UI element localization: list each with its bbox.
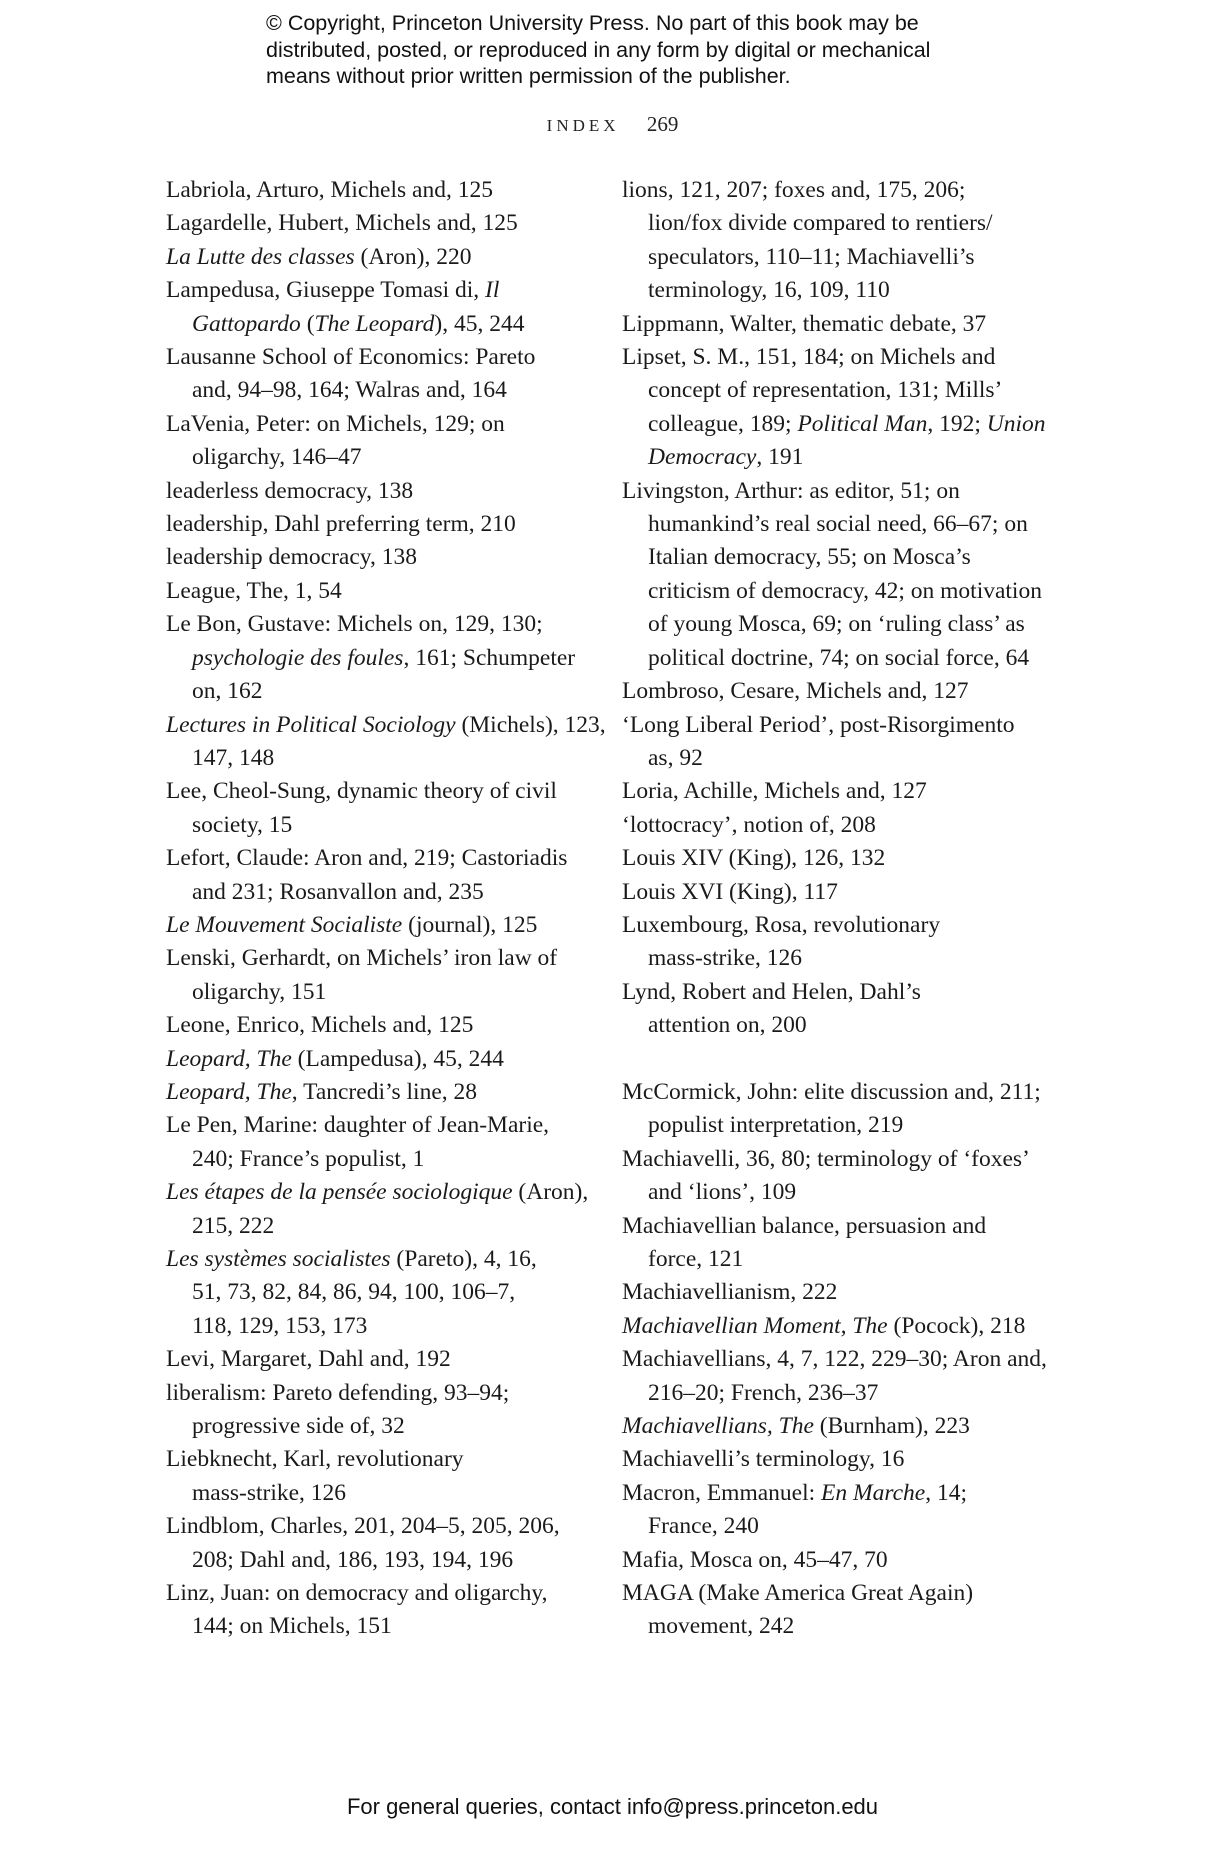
index-entry-line: concept of representation, 131; Mills’ xyxy=(648,377,1003,404)
index-column-left xyxy=(166,174,606,1644)
index-entry-line: Machiavellians, The (Burnham), 223 xyxy=(622,1413,970,1440)
index-entry-line: Lenski, Gerhardt, on Michels’ iron law of xyxy=(166,945,558,972)
index-entry-line: 144; on Michels, 151 xyxy=(192,1613,392,1640)
index-entry-line: Le Mouvement Socialiste (journal), 125 xyxy=(166,911,538,938)
index-entry xyxy=(166,508,586,541)
index-entry xyxy=(166,1577,586,1644)
index-entry-line: Lee, Cheol-Sung, dynamic theory of civil xyxy=(166,778,557,805)
index-entry xyxy=(622,308,1062,341)
index-entry-line: terminology, 16, 109, 110 xyxy=(648,277,890,304)
index-entry-line: ‘Long Liberal Period’, post-Risorgimento xyxy=(622,711,1015,738)
index-entry xyxy=(166,709,606,776)
index-entry-line: liberalism: Pareto defending, 93–94; xyxy=(166,1379,510,1406)
copyright-notice xyxy=(266,10,1026,90)
index-entry xyxy=(622,976,1062,1043)
index-entry-line: 240; France’s populist, 1 xyxy=(192,1145,425,1172)
index-entry xyxy=(166,408,586,475)
index-entry xyxy=(166,942,586,1009)
index-entry xyxy=(166,1009,586,1042)
index-entry-line: leaderless democracy, 138 xyxy=(166,477,414,504)
index-entry-line: Lippmann, Walter, thematic debate, 37 xyxy=(622,310,987,337)
index-entry xyxy=(622,341,1062,475)
index-entry xyxy=(622,174,1062,308)
index-entry-line: society, 15 xyxy=(192,811,293,838)
index-entry xyxy=(622,675,1062,708)
page-number: 269 xyxy=(646,112,679,136)
index-entry-line: populist interpretation, 219 xyxy=(648,1112,904,1139)
index-entry-line: Machiavellians, 4, 7, 122, 229–30; Aron and, xyxy=(622,1346,1047,1373)
index-entry-line: McCormick, John: elite discussion and, 211; xyxy=(622,1078,1041,1105)
index-entry xyxy=(166,475,586,508)
index-entry-line: La Lutte des classes (Aron), 220 xyxy=(166,243,472,270)
index-entry-line: colleague, 189; Political Man, 192; Union xyxy=(648,410,1046,437)
index-entry-line: Labriola, Arturo, Michels and, 125 xyxy=(166,177,493,203)
index-entry xyxy=(622,1210,1062,1277)
index-entry-line: Lipset, S. M., 151, 184; on Michels and xyxy=(622,344,996,371)
index-entry-line: MAGA (Make America Great Again) xyxy=(622,1580,974,1607)
index-entry-line: 215, 222 xyxy=(192,1212,275,1239)
index-entry-line: as, 92 xyxy=(648,744,703,771)
index-entry-line: France, 240 xyxy=(648,1513,759,1540)
index-entry-line: Machiavelli, 36, 80; terminology of ‘foxes’ xyxy=(622,1145,1030,1172)
index-entry xyxy=(166,1443,586,1510)
index-entry xyxy=(622,1276,1062,1309)
index-entry xyxy=(622,809,1062,842)
index-entry-line: Lampedusa, Giuseppe Tomasi di, Il xyxy=(166,277,500,304)
index-entry-line: 208; Dahl and, 186, 193, 194, 196 xyxy=(192,1546,514,1573)
index-entry-line: humankind’s real social need, 66–67; on xyxy=(648,511,1028,538)
index-entry xyxy=(166,174,586,207)
index-entry-line: Lefort, Claude: Aron and, 219; Castoriadis xyxy=(166,845,568,872)
index-entry xyxy=(166,341,586,408)
index-entry-line: Gattopardo (The Leopard), 45, 244 xyxy=(192,310,525,337)
index-entry xyxy=(622,475,1062,675)
index-entry-line: mass-strike, 126 xyxy=(192,1479,347,1506)
index-entry xyxy=(622,1310,1062,1343)
index-entry-line: Lindblom, Charles, 201, 204–5, 205, 206, xyxy=(166,1513,560,1540)
index-entry xyxy=(622,1577,1062,1644)
running-head xyxy=(0,112,1225,137)
index-entry-line: Machiavellian balance, persuasion and xyxy=(622,1212,987,1239)
index-entry-line: progressive side of, 32 xyxy=(192,1413,405,1440)
index-entry xyxy=(166,608,586,708)
copyright-line: distributed, posted, or reproduced in any form by digital or mechanical xyxy=(266,37,931,62)
index-entry-line: leadership, Dahl preferring term, 210 xyxy=(166,511,516,538)
index-entry-line: Democracy, 191 xyxy=(648,444,804,471)
index-entry xyxy=(622,876,1062,909)
index-entry-line: Lausanne School of Economics: Pareto xyxy=(166,344,536,371)
index-entry-line: Louis XIV (King), 126, 132 xyxy=(622,845,886,872)
index-entry-line: Les étapes de la pensée sociologique (Aron), xyxy=(166,1179,589,1206)
index-entry-line: Linz, Juan: on democracy and oligarchy, xyxy=(166,1580,548,1607)
index-entry-line: lion/fox divide compared to rentiers/ xyxy=(648,210,993,237)
index-entry xyxy=(622,842,1062,875)
index-entry-line: and, 94–98, 164; Walras and, 164 xyxy=(192,377,507,404)
index-entry xyxy=(622,1076,1062,1143)
index-entry-line: Leopard, The (Lampedusa), 45, 244 xyxy=(166,1045,504,1072)
index-entry xyxy=(622,1410,1062,1443)
index-entry xyxy=(622,709,1062,776)
index-entry-line: Leopard, The, Tancredi’s line, 28 xyxy=(166,1078,478,1105)
index-entry xyxy=(166,541,586,574)
index-entry-line: Lombroso, Cesare, Michels and, 127 xyxy=(622,678,969,705)
index-entry-line: 147, 148 xyxy=(192,744,275,771)
index-entry xyxy=(166,775,586,842)
index-entry xyxy=(622,1143,1062,1210)
index-entry-line: Loria, Achille, Michels and, 127 xyxy=(622,778,927,805)
index-entry-line: Les systèmes socialistes (Pareto), 4, 16, xyxy=(166,1246,537,1272)
index-entry xyxy=(166,1043,586,1076)
index-entry xyxy=(166,575,586,608)
index-entry-line: Le Pen, Marine: daughter of Jean-Marie, xyxy=(166,1112,550,1139)
index-entry-line: Lynd, Robert and Helen, Dahl’s xyxy=(622,978,921,1005)
footer-contact: For general queries, contact info@press.princeton.edu xyxy=(346,1794,879,1819)
copyright-line: © Copyright, Princeton University Press. No part of this book may be xyxy=(266,11,919,35)
running-head-label: INDEX xyxy=(546,116,620,135)
index-entry-line: and ‘lions’, 109 xyxy=(648,1179,797,1206)
index-column-right xyxy=(622,174,1062,1644)
index-entry xyxy=(166,1243,586,1343)
index-entry-line: force, 121 xyxy=(648,1245,744,1272)
index-entry xyxy=(166,241,586,274)
index-entry-line: Macron, Emmanuel: En Marche, 14; xyxy=(622,1479,968,1506)
index-entry-line: ‘lottocracy’, notion of, 208 xyxy=(622,811,876,838)
index-entry-line: Livingston, Arthur: as editor, 51; on xyxy=(622,477,960,504)
index-entry-line: on, 162 xyxy=(192,678,263,705)
index-entry-line: speculators, 110–11; Machiavelli’s xyxy=(648,243,975,270)
index-entry xyxy=(166,207,586,240)
index-entry-line: political doctrine, 74; on social force, 64 xyxy=(648,644,1030,671)
index-entry xyxy=(622,909,1062,976)
index-entry-line: 216–20; French, 236–37 xyxy=(648,1379,879,1406)
index-entry xyxy=(166,909,586,942)
index-entry xyxy=(166,1377,586,1444)
index-entry xyxy=(622,1477,1062,1544)
index-entry xyxy=(166,1076,586,1109)
index-entry-line: LaVenia, Peter: on Michels, 129; on xyxy=(166,410,505,437)
index-entry-line: oligarchy, 151 xyxy=(192,978,327,1005)
index-entry xyxy=(622,1544,1062,1577)
index-entry-line: Luxembourg, Rosa, revolutionary xyxy=(622,911,941,938)
index-entry-line: Louis XVI (King), 117 xyxy=(622,878,838,905)
index-entry xyxy=(166,1343,586,1376)
index-entry xyxy=(166,842,586,909)
index-entry-line: mass-strike, 126 xyxy=(648,945,803,972)
index-entry xyxy=(166,1109,586,1176)
index-entry-line: 118, 129, 153, 173 xyxy=(192,1312,368,1339)
index-entry-line: Italian democracy, 55; on Mosca’s xyxy=(648,544,971,571)
index-entry-line: psychologie des foules, 161; Schumpeter xyxy=(192,644,576,671)
index-entry xyxy=(622,775,1062,808)
index-entry-line: criticism of democracy, 42; on motivation xyxy=(648,577,1042,604)
index-entry xyxy=(166,1510,586,1577)
index-entry-line: Leone, Enrico, Michels and, 125 xyxy=(166,1012,474,1039)
index-entry-line: lions, 121, 207; foxes and, 175, 206; xyxy=(622,177,966,203)
index-entry-line: Le Bon, Gustave: Michels on, 129, 130; xyxy=(166,611,543,638)
index-entry-line: 51, 73, 82, 84, 86, 94, 100, 106–7, xyxy=(192,1279,516,1306)
index-entry xyxy=(166,1176,589,1243)
index-entry-line: Mafia, Mosca on, 45–47, 70 xyxy=(622,1546,888,1573)
index-entry-line: movement, 242 xyxy=(648,1613,795,1640)
index-entry-line: of young Mosca, 69; on ‘ruling class’ as xyxy=(648,611,1025,638)
index-entry-line: Liebknecht, Karl, revolutionary xyxy=(166,1446,464,1473)
index-entry-line: oligarchy, 146–47 xyxy=(192,444,362,471)
index-entry-line: attention on, 200 xyxy=(648,1012,807,1039)
index-entry-line: Levi, Margaret, Dahl and, 192 xyxy=(166,1346,451,1373)
index-entry-line: Lagardelle, Hubert, Michels and, 125 xyxy=(166,210,518,237)
index-entry xyxy=(166,274,586,341)
index-entry-line: Machiavellian Moment, The (Pocock), 218 xyxy=(622,1312,1026,1339)
index-entry-line: League, The, 1, 54 xyxy=(166,577,342,604)
index-entry-line: and 231; Rosanvallon and, 235 xyxy=(192,878,484,905)
index-entry-line: Lectures in Political Sociology (Michels), 123, xyxy=(166,711,606,738)
index-entry xyxy=(622,1443,1062,1476)
index-entry-line: leadership democracy, 138 xyxy=(166,544,417,571)
copyright-line: means without prior written permission of the publisher. xyxy=(266,64,791,88)
index-entry xyxy=(622,1343,1062,1410)
index-entry-line: Machiavellianism, 222 xyxy=(622,1279,838,1306)
index-entry-line: Machiavelli’s terminology, 16 xyxy=(622,1446,905,1473)
